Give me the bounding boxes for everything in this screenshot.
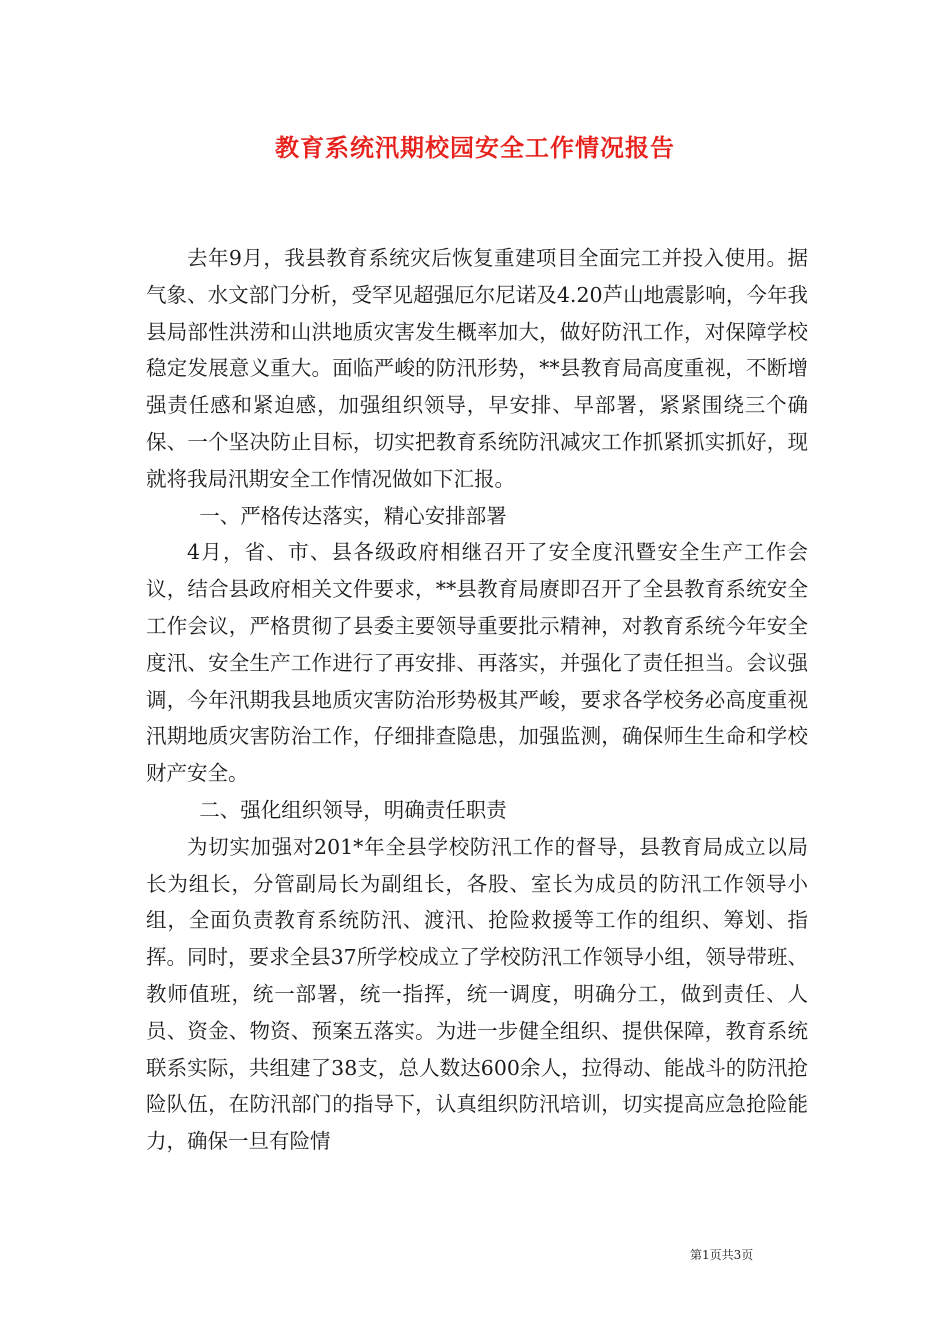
document-body [146,240,808,1160]
paragraph-section-1: 4月，省、市、县各级政府相继召开了安全度汛暨安全生产工作会议，结合县政府相关文件要求，**县教育局赓即召开了全县教育系统安全工作会议，严格贯彻了县委主要领导重要批示精神，对教育系统今年安全度汛、安全生产工作进行了再安排、再落实，并强化了责任担当。会议强调，今年汛期我县地质灾害防治形势极其严峻，要求各学校务必高度重视汛期地质灾害防治工作，仔细排查隐患，加强监测，确保师生生命和学校财产安全。 [146,540,808,786]
document-title: 教育系统汛期校园安全工作情况报告 [275,133,675,162]
paragraph-intro: 去年9月，我县教育系统灾后恢复重建项目全面完工并投入使用。据气象、水文部门分析，受罕见超强厄尔尼诺及4.20芦山地震影响，今年我县局部性洪涝和山洪地质灾害发生概率加大，做好防汛工作，对保障学校稳定发展意义重大。面临严峻的防汛形势，**县教育局高度重视，不断增强责任感和紧迫感，加强组织领导，早安排、早部署，紧紧围绕三个确保、一个坚决防止目标，切实把教育系统防汛减灾工作抓紧抓实抓好，现就将我局汛期安全工作情况做如下汇报。 [146,246,808,491]
paragraph-section-2: 为切实加强对201*年全县学校防汛工作的督导，县教育局成立以局长为组长，分管副局长为副组长，各股、室长为成员的防汛工作领导小组，全面负责教育系统防汛、渡汛、抢险救援等工作的组织、筹划、指挥。同时，要求全县37所学校成立了学校防汛工作领导小组，领导带班、教师值班，统一部署，统一指挥，统一调度，明确分工，做到责任、人员、资金、物资、预案五落实。为进一步健全组织、提供保障，教育系统联系实际，共组建了38支，总人数达600余人，拉得动、能战斗的防汛抢险队伍，在防汛部门的指导下，认真组织防汛培训，切实提高应急抢险能力，确保一旦有险情 [146,834,808,1154]
page-number: 第1页共3页 [690,1248,754,1262]
section-heading-2: 二、强化组织领导，明确责任职责 [199,797,507,822]
section-heading-1: 一、严格传达落实，精心安排部署 [199,503,507,528]
